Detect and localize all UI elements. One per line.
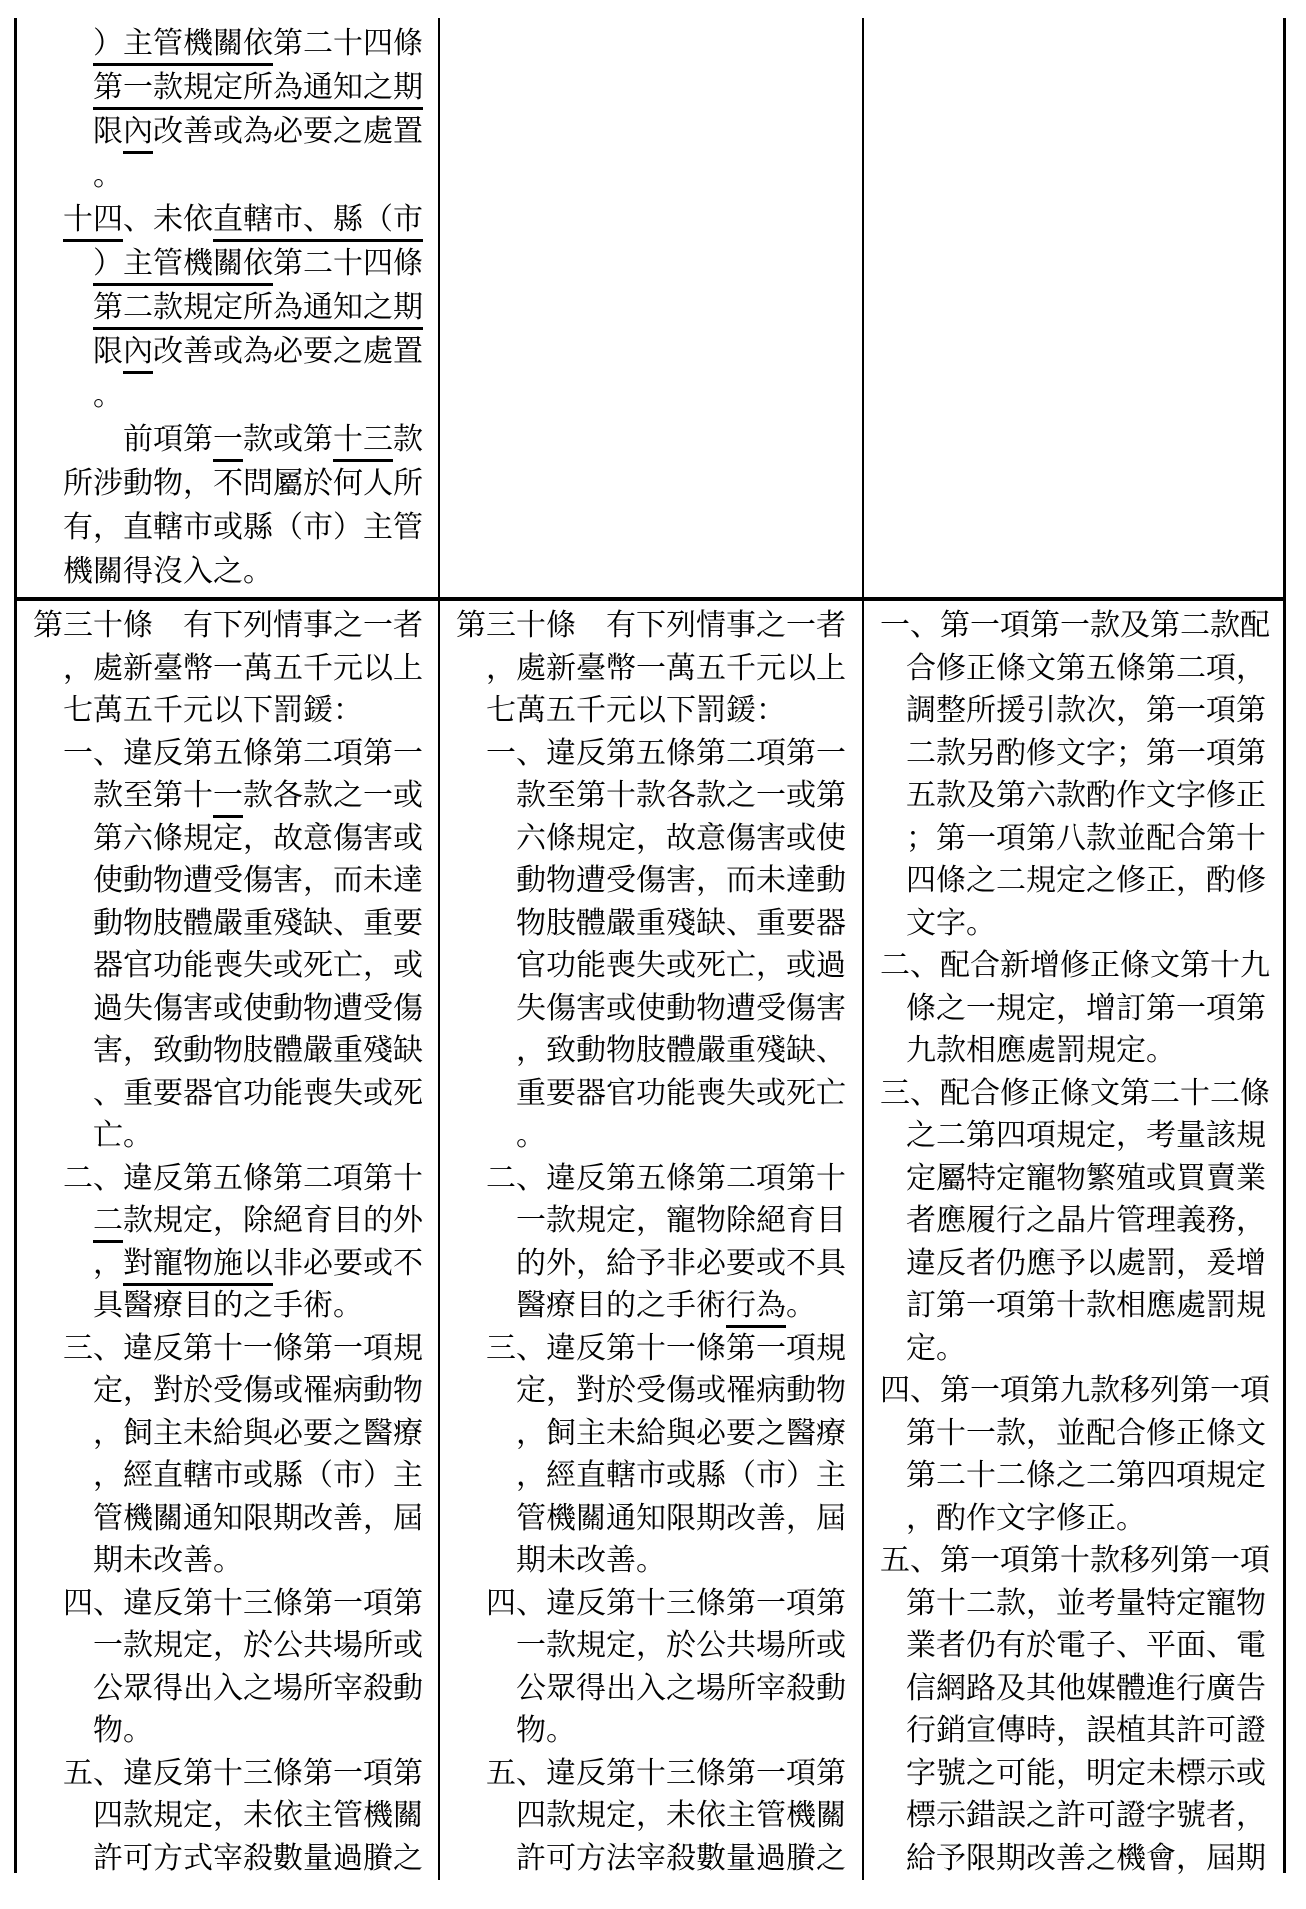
text-segment: 五、違反第十三條第一項第 [63,1755,423,1791]
text-line [456,1668,860,1711]
text-segment: 物肢體嚴重殘缺、重要器 [516,905,846,941]
text-line [33,1413,436,1456]
text-segment: 第三十條 有下列情事之一者 [456,608,846,643]
text-segment: 官功能喪失或死亡，或過 [516,948,846,983]
text-line [456,1158,860,1201]
text-segment: 。 [93,158,123,193]
text-segment: 五、第一項第十款移列第一項 [880,1543,1270,1578]
text-line [456,860,860,903]
text-line [880,1243,1281,1286]
text-segment: 合修正條文第五條第二項， [906,650,1266,686]
text-line [880,1498,1281,1541]
text-line [33,1370,436,1413]
text-segment: 亡。 [93,1118,153,1153]
text-line [456,775,860,818]
underlined-text: 對寵物施以 [123,1246,273,1286]
text-line [33,1753,436,1796]
text-segment: 一款規定，於公共場所或 [516,1628,846,1663]
text-segment: 款規定，除絕育目的外 [123,1203,423,1238]
text-segment: 改善或為必要之處置 [153,114,423,149]
text-line [456,1710,860,1753]
text-segment: 三、配合修正條文第二十二條 [880,1075,1270,1111]
text-segment: 公眾得出入之場所宰殺動 [516,1670,846,1706]
text-segment: 第六條規定，故意傷害或 [93,820,423,856]
text-segment: 。 [93,378,123,413]
text-line [33,818,436,861]
text-line [456,988,860,1031]
text-segment: ，處新臺幣一萬五千元以上 [486,650,846,686]
text-segment: 許可方法宰殺數量過賸之 [516,1840,846,1876]
text-line [33,374,436,418]
text-line [880,1668,1281,1711]
text-line [33,1030,436,1073]
text-segment: 款各款之一或 [243,778,423,813]
text-segment: 行銷宣傳時，誤植其許可證 [906,1713,1266,1748]
underlined-text: 直轄市、縣（市 [213,202,423,242]
text-segment: 信網路及其他媒體進行廣告 [906,1670,1266,1706]
text-segment: 一、第一項第一款及第二款配 [880,608,1270,643]
text-segment: 條之一規定，增訂第一項第 [906,990,1266,1026]
text-line [33,198,436,242]
text-line [880,1710,1281,1753]
text-segment: 機關得沒入之。 [63,554,273,589]
text-line [456,1030,860,1073]
text-segment: 許可方式宰殺數量過賸之 [93,1840,423,1876]
text-segment: ，飼主未給與必要之醫療 [93,1415,423,1451]
text-segment: 醫療目的之手術 [516,1288,726,1323]
text-segment: ；第一項第八款並配合第十 [906,820,1266,856]
text-line [880,1073,1281,1116]
text-segment: 違反者仍應予以處罰，爰增 [906,1245,1266,1281]
text-segment: 公眾得出入之場所宰殺動 [93,1670,423,1706]
text-line [880,733,1281,776]
text-line [880,945,1281,988]
text-segment: 。 [516,1118,546,1153]
text-line [33,242,436,286]
text-line [880,1455,1281,1498]
text-line [33,506,436,550]
text-segment: 一款規定，寵物除絕育目 [516,1203,846,1238]
text-line [456,1370,860,1413]
text-line [456,1583,860,1626]
text-line [880,605,1281,648]
text-line [456,1753,860,1796]
cell-current-text-continued [440,18,864,597]
text-line [33,860,436,903]
text-line [456,1115,860,1158]
text-segment: 、未依 [123,202,213,237]
cell-explanation-continued [864,18,1283,597]
text-line [33,22,436,66]
text-segment: 二款另酌修文字；第一項第 [906,735,1266,771]
text-line [33,733,436,776]
text-line [880,818,1281,861]
text-segment: 重要器官功能喪失或死亡 [516,1075,846,1111]
underlined-text: ）主管機關依 [93,26,273,66]
text-line [880,1540,1281,1583]
text-line [33,605,436,648]
text-line [33,1625,436,1668]
text-segment: 定屬特定寵物繁殖或買賣業 [906,1160,1266,1196]
text-line [33,154,436,198]
text-segment: 二、違反第五條第二項第十 [63,1160,423,1196]
text-segment: 字號之可能，明定未標示或 [906,1755,1266,1791]
text-segment: 四、違反第十三條第一項第 [63,1585,423,1621]
cell-current-text [440,601,864,1880]
table-row-continued-from-previous-page [17,18,1283,597]
cell-explanation [864,601,1283,1880]
text-segment: 七萬五千元以下罰鍰： [63,693,363,728]
text-line [880,1583,1281,1626]
underlined-text: ）主管機關依 [93,246,273,286]
text-segment: 的外，給予非必要或不具 [516,1245,846,1281]
text-line [456,733,860,776]
underlined-text: 內 [123,334,153,374]
text-line [33,1158,436,1201]
text-segment: 給予限期改善之機會，屆期 [906,1840,1266,1876]
text-line [880,1370,1281,1413]
text-line [33,1668,436,1711]
text-segment: 四、違反第十三條第一項第 [486,1585,846,1621]
text-line [33,1795,436,1838]
text-line [456,1073,860,1116]
text-line [33,1115,436,1158]
underlined-text: 二 [93,1203,123,1243]
text-line [456,1285,860,1328]
text-segment: ，致動物肢體嚴重殘缺、 [516,1033,846,1068]
text-segment: 定。 [906,1330,966,1366]
text-segment: 前項第 [123,422,213,457]
text-segment: 動物遭受傷害，而未達動 [516,863,846,898]
text-line [33,1200,436,1243]
text-segment: 四款規定，未依主管機關 [516,1798,846,1833]
text-segment: 五、違反第十三條第一項第 [486,1755,846,1791]
text-line [456,1540,860,1583]
text-segment: 三、違反第十一條第一項規 [63,1330,423,1366]
text-line [33,988,436,1031]
underlined-text: 第二款規定所為通知之期 [93,290,423,330]
text-segment: ，經直轄市或縣（市）主 [93,1458,423,1493]
text-segment: 四條之二規定之修正，酌修 [906,863,1266,898]
text-line [880,1030,1281,1073]
text-line [880,1625,1281,1668]
text-segment: 第十一款，並配合修正條文 [906,1415,1266,1451]
text-line [33,1455,436,1498]
underlined-text: 行為 [726,1288,786,1328]
text-line [33,1583,436,1626]
text-segment: 。 [786,1288,816,1323]
text-segment: 款至第十 [93,778,213,813]
text-segment: ， [93,1245,123,1281]
text-line [456,1455,860,1498]
text-segment: 九款相應處罰規定。 [906,1033,1176,1068]
text-line [880,988,1281,1031]
text-line [880,1200,1281,1243]
text-line [33,1243,436,1286]
text-segment: 者應履行之晶片管理義務， [906,1203,1266,1238]
text-line [456,1243,860,1286]
text-line [33,110,436,154]
text-segment: 動物肢體嚴重殘缺、重要 [93,905,423,941]
table-row-article-30 [17,597,1283,1880]
text-segment: 有，直轄市或縣（市）主管 [63,510,423,545]
text-segment: 款 [393,422,423,457]
text-line [880,860,1281,903]
text-segment: 業者仍有於電子、平面、電 [906,1628,1266,1663]
text-segment: ，飼主未給與必要之醫療 [516,1415,846,1451]
text-line [33,648,436,691]
text-segment: 五款及第六款酌作文字修正 [906,778,1266,813]
text-line [880,1838,1281,1881]
text-segment: ，處新臺幣一萬五千元以上 [63,650,423,686]
text-line [880,1158,1281,1201]
text-segment: 文字。 [906,905,996,941]
text-line [880,775,1281,818]
text-segment: 害，致動物肢體嚴重殘缺 [93,1033,423,1068]
text-line [456,1838,860,1881]
text-segment: 定，對於受傷或罹病動物 [93,1373,423,1408]
text-line [456,1200,860,1243]
text-line [456,648,860,691]
text-segment: 調整所援引款次，第一項第 [906,693,1266,728]
text-line [456,605,860,648]
text-segment: 過失傷害或使動物遭受傷 [93,990,423,1026]
text-segment: 一、違反第五條第二項第一 [486,735,846,771]
underlined-text: 一 [213,778,243,818]
text-line [880,1795,1281,1838]
text-line [456,1413,860,1456]
text-segment: 款或第 [243,422,333,457]
text-segment: 四款規定，未依主管機關 [93,1798,423,1833]
text-segment: 二、配合新增修正條文第十九 [880,948,1270,983]
text-line [880,1753,1281,1796]
text-segment: 訂第一項第十款相應處罰規 [906,1288,1266,1323]
text-line [456,1328,860,1371]
cell-amended-text [17,601,440,1880]
text-line [880,690,1281,733]
text-segment: 七萬五千元以下罰鍰： [486,693,786,728]
text-line [33,1328,436,1371]
text-segment: 改善或為必要之處置 [153,334,423,369]
text-line [880,1115,1281,1158]
underlined-text: 十三 [333,422,393,462]
text-segment: 第三十條 有下列情事之一者 [33,608,423,643]
text-segment: 管機關通知限期改善，屆 [516,1500,846,1536]
text-line [880,1285,1281,1328]
text-segment: 限 [93,334,123,369]
text-line [880,903,1281,946]
text-segment: 一、違反第五條第二項第一 [63,735,423,771]
text-segment: 管機關通知限期改善，屆 [93,1500,423,1536]
text-line [880,1328,1281,1371]
text-line [33,462,436,506]
text-segment: 物。 [93,1713,153,1748]
text-segment: 款至第十款各款之一或第 [516,778,846,813]
text-segment: 三、違反第十一條第一項規 [486,1330,846,1366]
text-segment: ，酌作文字修正。 [906,1500,1146,1536]
text-line [456,1498,860,1541]
text-segment: 非必要或不 [273,1245,423,1281]
text-line [33,550,436,594]
text-segment: 第二十四條 [273,26,423,61]
text-line [33,66,436,110]
text-line [33,330,436,374]
text-line [33,1285,436,1328]
text-segment: 標示錯誤之許可證字號者， [906,1798,1266,1833]
text-segment: 物。 [516,1713,576,1748]
text-segment: 之二第四項規定，考量該規 [906,1118,1266,1153]
underlined-text: 十四 [63,202,123,242]
text-line [456,903,860,946]
text-line [33,903,436,946]
text-line [33,1710,436,1753]
underlined-text: 一 [213,422,243,462]
text-line [33,1540,436,1583]
text-segment: 第十二款，並考量特定寵物 [906,1585,1266,1621]
text-line [33,1838,436,1881]
text-line [880,648,1281,691]
text-line [33,1498,436,1541]
text-segment: 失傷害或使動物遭受傷害 [516,990,846,1026]
text-segment: 所涉動物，不問屬於何人所 [63,466,423,501]
text-segment: 二、違反第五條第二項第十 [486,1160,846,1196]
text-segment: 期未改善。 [516,1543,666,1578]
text-segment: 六條規定，故意傷害或使 [516,820,846,856]
text-line [33,418,436,462]
text-line [33,1073,436,1116]
underlined-text: 第一款規定所為通知之期 [93,70,423,110]
text-line [33,286,436,330]
text-line [33,775,436,818]
text-line [33,690,436,733]
text-segment: 第二十四條 [273,246,423,281]
text-segment: 定，對於受傷或罹病動物 [516,1373,846,1408]
text-line [456,690,860,733]
text-line [33,945,436,988]
text-segment: 、重要器官功能喪失或死 [93,1075,423,1111]
text-line [456,818,860,861]
text-line [880,1413,1281,1456]
text-line [456,945,860,988]
text-segment: 期未改善。 [93,1543,243,1578]
text-segment: 器官功能喪失或死亡，或 [93,948,423,983]
underlined-text: 內 [123,114,153,154]
text-segment: 使動物遭受傷害，而未達 [93,863,423,898]
text-segment: 限 [93,114,123,149]
text-segment: 一款規定，於公共場所或 [93,1628,423,1663]
text-line [456,1795,860,1838]
text-segment: ，經直轄市或縣（市）主 [516,1458,846,1493]
comparison-table [14,18,1286,1876]
text-segment: 四、第一項第九款移列第一項 [880,1373,1270,1408]
text-line [456,1625,860,1668]
cell-amended-text-continued [17,18,440,597]
text-segment: 具醫療目的之手術。 [93,1288,363,1323]
text-segment: 第二十二條之二第四項規定 [906,1458,1266,1493]
